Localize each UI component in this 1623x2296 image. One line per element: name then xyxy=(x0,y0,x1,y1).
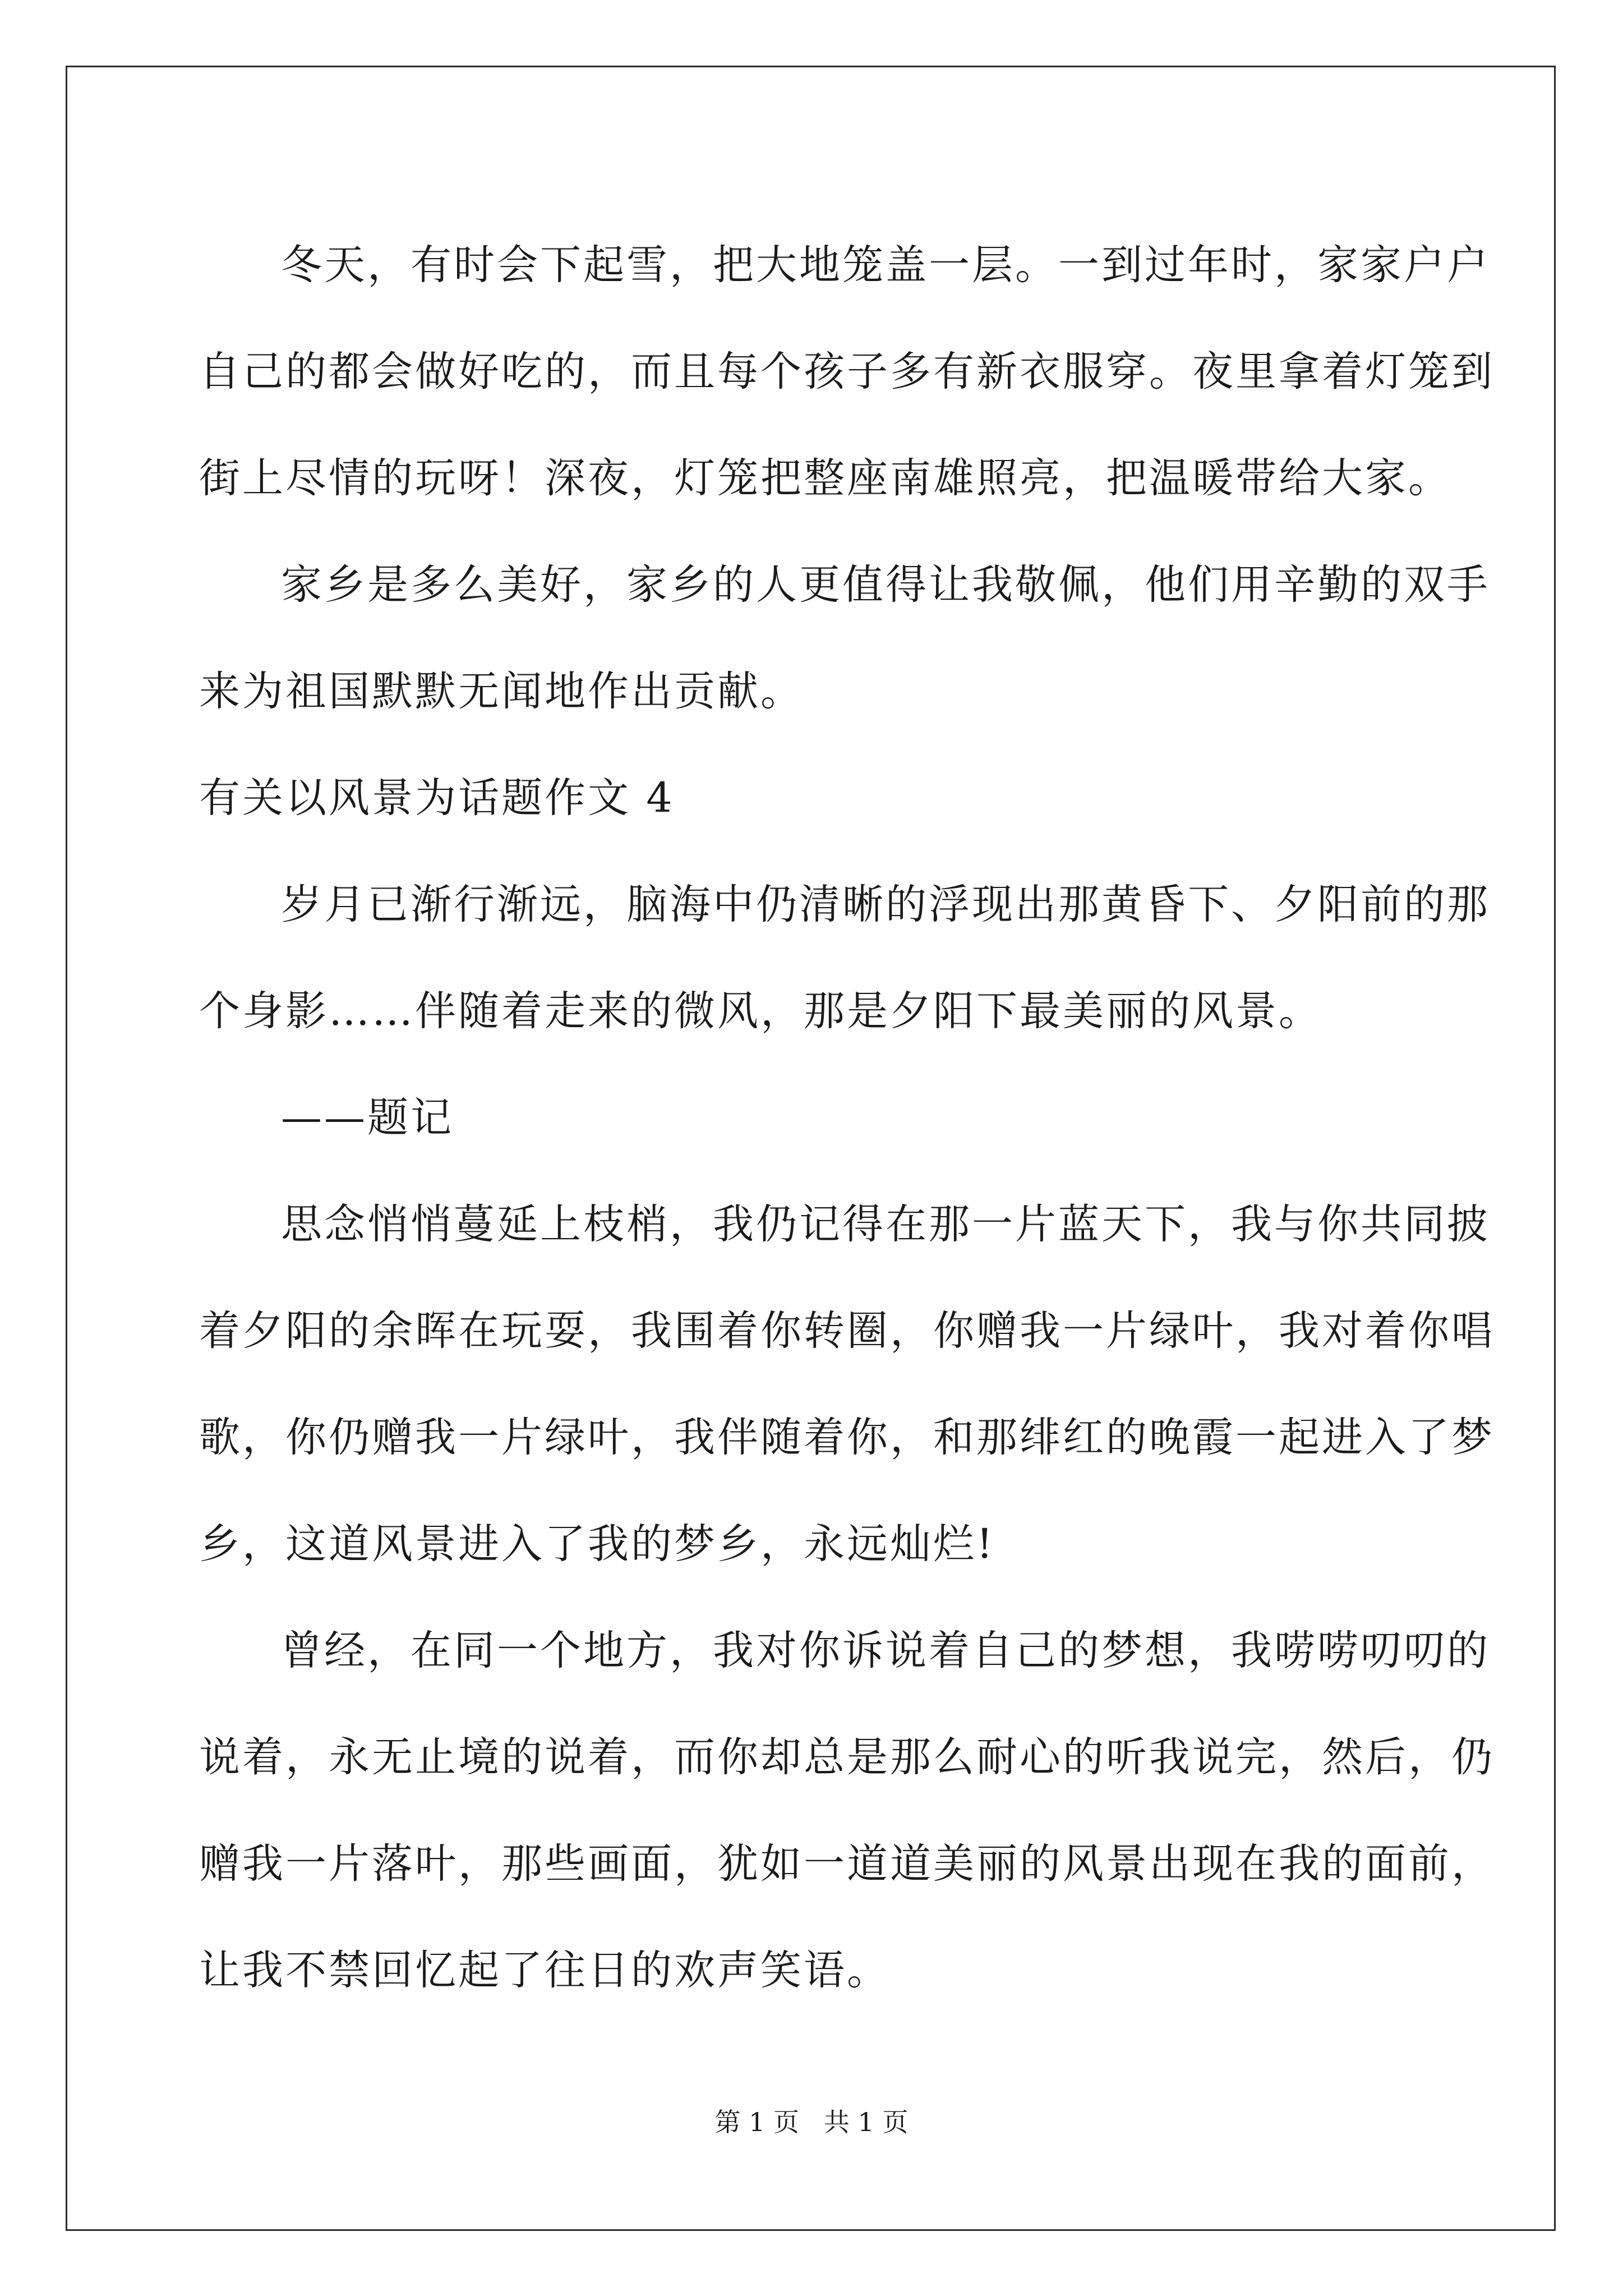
text-line: 乡，这道风景进入了我的梦乡，永远灿烂! xyxy=(199,1520,995,1568)
text-line: 冬天，有时会下起雪，把大地笼盖一层。一到过年时，家家户户 xyxy=(281,241,1490,289)
epigraph-attribution: ——题记 xyxy=(281,1094,454,1142)
document-body xyxy=(199,212,1495,2024)
text-line: 着夕阳的余晖在玩耍，我围着你转圈，你赠我一片绿叶，我对着你唱 xyxy=(199,1307,1495,1355)
text-line: 曾经，在同一个地方，我对你诉说着自己的梦想，我唠唠叨叨的 xyxy=(281,1627,1490,1674)
text-line: 赠我一片落叶，那些画面，犹如一道道美丽的风景出现在我的面前， xyxy=(199,1840,1495,1888)
text-line: 自己的都会做好吃的，而且每个孩子多有新衣服穿。夜里拿着灯笼到 xyxy=(199,348,1495,395)
text-line: 街上尽情的玩呀！深夜，灯笼把整座南雄照亮，把温暖带给大家。 xyxy=(199,454,1451,502)
text-line: 思念悄悄蔓延上枝梢，我仍记得在那一片蓝天下，我与你共同披 xyxy=(281,1200,1490,1248)
text-line: 说着，永无止境的说着，而你却总是那么耐心的听我说完，然后，仍 xyxy=(199,1733,1495,1781)
text-line: 家乡是多么美好，家乡的人更值得让我敬佩，他们用辛勤的双手 xyxy=(281,561,1490,609)
text-line: 个身影……伴随着走来的微风，那是夕阳下最美丽的风景。 xyxy=(199,987,1322,1035)
text-line: 让我不禁回忆起了往日的欢声笑语。 xyxy=(199,1947,890,1994)
text-line: 来为祖国默默无闻地作出贡献。 xyxy=(199,668,804,715)
page-footer: 第 1 页 共 1 页 xyxy=(714,2107,909,2137)
text-line: 岁月已渐行渐远，脑海中仍清晰的浮现出那黄昏下、夕阳前的那 xyxy=(281,881,1490,928)
text-line: 歌，你仍赠我一片绿叶，我伴随着你，和那绯红的晚霞一起进入了梦 xyxy=(199,1414,1495,1461)
section-heading: 有关以风景为话题作文 4 xyxy=(199,774,675,822)
